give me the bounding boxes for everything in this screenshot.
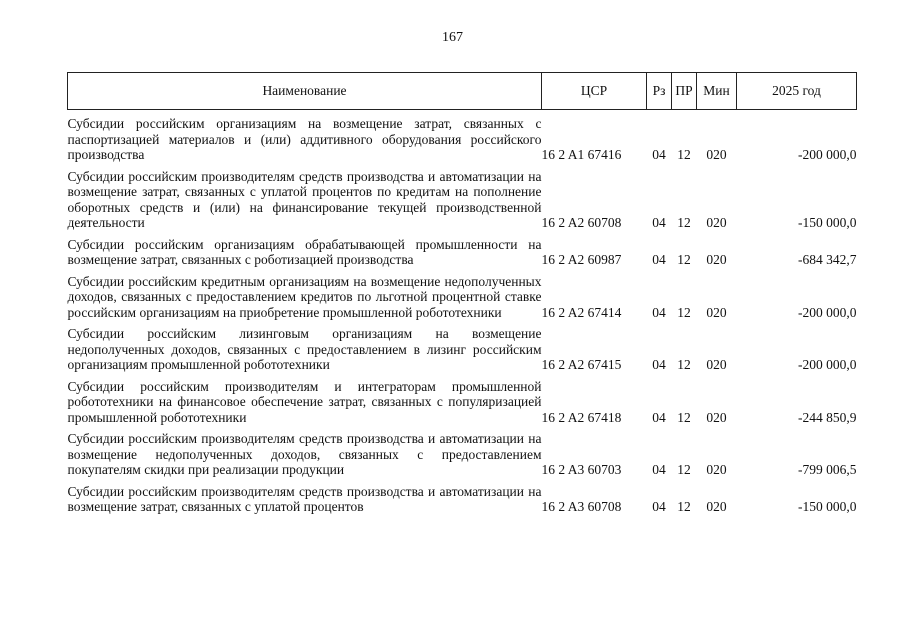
row-pr: 12 — [677, 462, 691, 477]
row-name: Субсидии российским производителям и интеграторам промышленной робототехники на финансовое обеспечение затрат, связанных с популяризацией промышленной робототехники — [67, 378, 542, 425]
table-header — [68, 73, 857, 110]
row-amount: -244 850,9 — [798, 409, 857, 425]
row-csr: 16 2 A2 67415 — [541, 357, 622, 372]
row-amount: -200 000,0 — [798, 357, 857, 372]
row-pr: 12 — [677, 304, 691, 320]
table-row — [68, 478, 857, 515]
row-rz: 04 — [652, 147, 666, 162]
table-body — [68, 110, 857, 515]
table-row — [68, 373, 857, 426]
row-pr: 12 — [677, 147, 691, 162]
row-amount: -150 000,0 — [798, 499, 857, 514]
row-csr: 16 2 A2 60708 — [541, 215, 622, 230]
row-name: Субсидии российским производителям средств производства и автоматизации на возмещение недополученных доходов, связанных с предоставлением покупателям скидки при реализации продукции — [67, 431, 542, 477]
header-csr: ЦСР — [542, 73, 647, 110]
header-year: 2025 год — [737, 73, 857, 110]
table-row — [68, 163, 857, 231]
table-row — [68, 268, 857, 321]
row-pr: 12 — [677, 499, 691, 514]
row-rz: 04 — [652, 304, 666, 320]
row-pr: 12 — [677, 409, 691, 425]
budget-table — [67, 72, 857, 515]
row-min: 020 — [706, 252, 727, 267]
row-pr: 12 — [677, 357, 691, 372]
row-csr: 16 2 A3 60703 — [541, 462, 622, 477]
row-min: 020 — [706, 499, 727, 514]
row-csr: 16 2 A3 60708 — [541, 499, 622, 514]
page-number: 167 — [442, 30, 463, 45]
row-amount: -799 006,5 — [798, 462, 857, 477]
row-rz: 04 — [652, 409, 666, 425]
row-csr: 16 2 A2 67414 — [541, 304, 622, 320]
row-min: 020 — [706, 304, 727, 320]
row-name: Субсидии российским организациям на возмещение затрат, связанных с паспортизацией материалов и (или) аддитивного оборудования российского производства — [67, 116, 542, 162]
row-min: 020 — [706, 462, 727, 477]
header-pr: ПР — [672, 73, 697, 110]
row-name: Субсидии российским производителям средств производства и автоматизации на возмещение затрат, связанных с уплатой процентов по кредитам на пополнение оборотных средств и (или) на финансирование текущей производственной деятельности — [67, 168, 542, 230]
row-amount: -200 000,0 — [798, 147, 857, 162]
row-rz: 04 — [652, 215, 666, 230]
row-csr: 16 2 A2 60987 — [541, 252, 622, 267]
row-name: Субсидии российским кредитным организациям на возмещение недополученных доходов, связанных с предоставлением кредитов по льготной процентной ставке российским организациям на приобретение промышленной робототехники — [67, 273, 542, 320]
row-rz: 04 — [652, 462, 666, 477]
header-name: Наименование — [68, 73, 542, 110]
table-row — [68, 231, 857, 268]
row-min: 020 — [706, 357, 727, 372]
row-rz: 04 — [652, 252, 666, 267]
table-row — [68, 320, 857, 373]
row-name: Субсидии российским лизинговым организациям на возмещение недополученных доходов, связанных с предоставлением в лизинг российским организациям промышленной робототехники — [67, 326, 542, 372]
row-name: Субсидии российским организациям обрабатывающей промышленности на возмещение затрат, связанных с роботизацией производства — [67, 236, 542, 267]
row-csr: 16 2 A1 67416 — [541, 147, 622, 162]
table-row — [68, 425, 857, 478]
row-pr: 12 — [677, 252, 691, 267]
header-min: Мин — [697, 73, 737, 110]
row-csr: 16 2 A2 67418 — [541, 409, 622, 425]
header-rz: Рз — [647, 73, 672, 110]
row-pr: 12 — [677, 215, 691, 230]
row-min: 020 — [706, 215, 727, 230]
row-rz: 04 — [652, 357, 666, 372]
row-name: Субсидии российским производителям средств производства и автоматизации на возмещение затрат, связанных с уплатой процентов — [67, 483, 542, 514]
row-amount: -150 000,0 — [798, 215, 857, 230]
row-min: 020 — [706, 409, 727, 425]
row-amount: -200 000,0 — [798, 304, 857, 320]
row-amount: -684 342,7 — [798, 252, 857, 267]
row-min: 020 — [706, 147, 727, 162]
header-row — [68, 73, 857, 110]
table-row — [68, 110, 857, 163]
row-rz: 04 — [652, 499, 666, 514]
